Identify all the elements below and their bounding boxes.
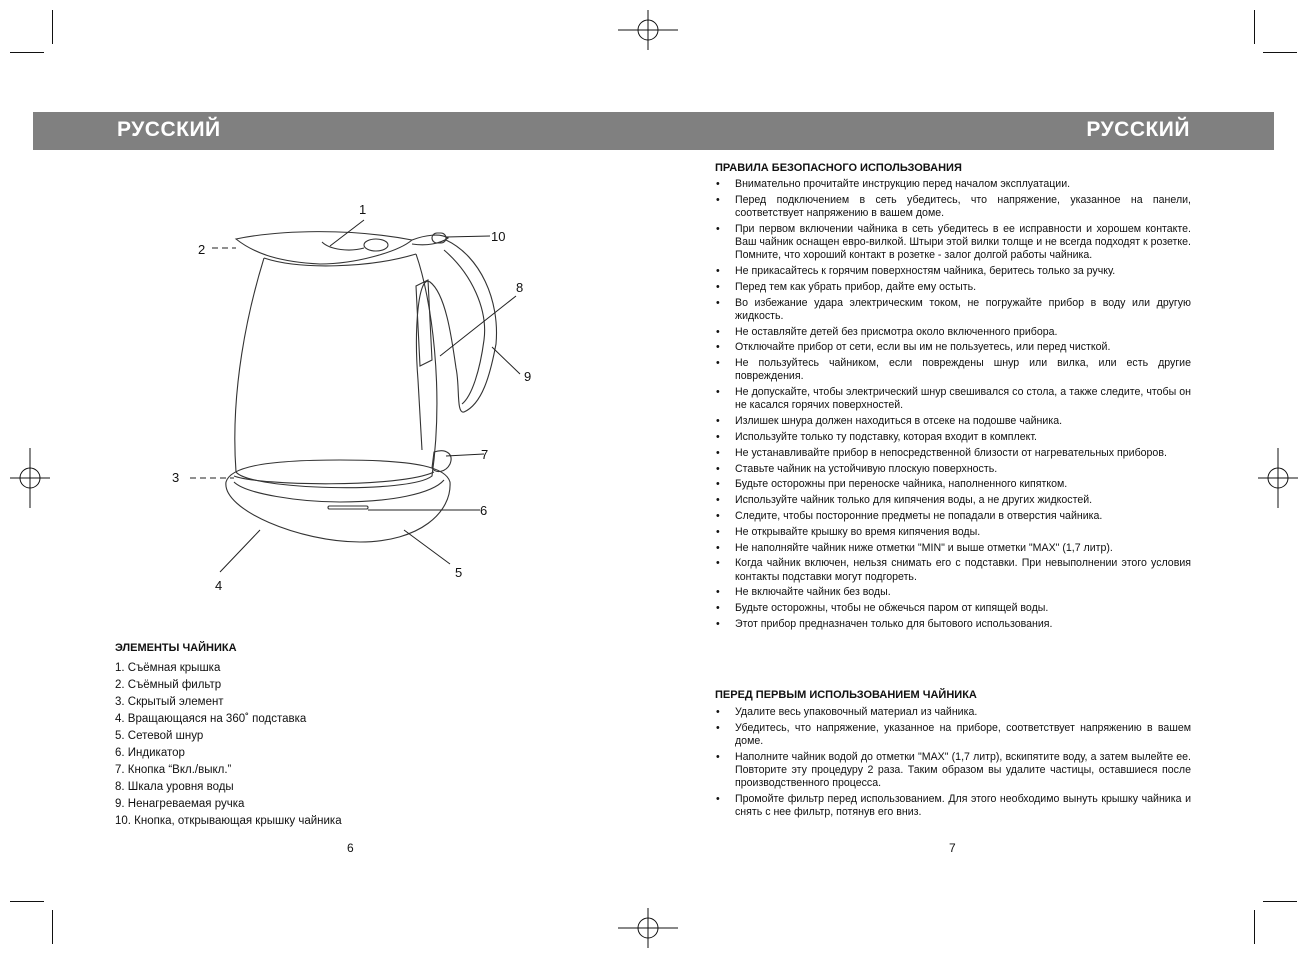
list-item <box>715 415 1191 428</box>
list-item <box>715 447 1191 460</box>
bullet: • <box>716 222 720 235</box>
crop-mark <box>1263 52 1297 53</box>
crop-mark <box>10 901 44 902</box>
first-use-title: ПЕРЕД ПЕРВЫМ ИСПОЛЬЗОВАНИЕМ ЧАЙНИКА <box>715 689 977 701</box>
list-item <box>715 542 1191 555</box>
list-item <box>715 478 1191 491</box>
list-item <box>715 326 1191 339</box>
list-item-text: Отключайте прибор от сети, если вы им не пользуетесь, или перед чисткой. <box>735 341 1111 354</box>
list-item-text: Будьте осторожны при переноске чайника, наполненного кипятком. <box>735 478 1068 491</box>
list-item <box>715 602 1191 615</box>
bullet: • <box>716 415 720 428</box>
list-item-text: Не пользуйтесь чайником, если повреждены шнур или вилка, или есть другие повреждения. <box>735 357 1191 383</box>
registration-mark-right <box>1258 448 1298 508</box>
list-item-text: Когда чайник включен, нельзя снимать его с подставки. При невыполнении этого условия контакты подставки могут подгореть. <box>735 557 1191 583</box>
list-item-text: Не открывайте крышку во время кипячения воды. <box>735 525 981 538</box>
callout-2: 2 <box>198 242 206 257</box>
kettle-elements-section <box>115 642 445 830</box>
registration-mark-left <box>10 448 50 508</box>
list-item-text: Будьте осторожны, чтобы не обжечься паром от кипящей воды. <box>735 602 1049 615</box>
list-item-text: Не устанавливайте прибор в непосредственной близости от нагревательных приборов. <box>735 446 1167 459</box>
bullet: • <box>716 617 720 630</box>
list-item <box>715 557 1191 583</box>
kettle-body <box>235 254 437 488</box>
bullet: • <box>716 509 720 522</box>
list-item <box>715 722 1191 748</box>
list-item-text: Ставьте чайник на устойчивую плоскую поверхность. <box>735 462 998 475</box>
registration-mark-bottom <box>618 908 678 948</box>
bullet: • <box>716 462 720 475</box>
list-item <box>715 751 1191 791</box>
list-item: 6. Индикатор <box>115 747 185 759</box>
list-item <box>715 463 1191 476</box>
list-item-text: Не прикасайтесь к горячим поверхностям чайника, беритесь только за ручку. <box>735 265 1116 277</box>
kettle-diagram <box>150 190 570 610</box>
list-item <box>715 178 1191 191</box>
list-item-text: Используйте только ту подставку, которая входит в комплект. <box>735 430 1037 443</box>
bullet: • <box>716 280 720 293</box>
list-item-text: Удалите весь упаковочный материал из чайника. <box>735 706 978 718</box>
bullet: • <box>716 750 720 763</box>
bullet: • <box>716 586 720 599</box>
first-use-list <box>715 706 1191 822</box>
list-item-text: При первом включении чайника в сеть убедитесь в ее исправности и хорошем контакте. Ваш чайник оснащен евро-вилкой. Штыри этой вилки толще и не всегда подходят к розетке. Помните, что хороший контакт в розетке - залог долгой работы чайника. <box>735 222 1191 262</box>
list-item-text: Перед подключением в сеть убедитесь, что напряжение, указанное на панели, соответствует напряжению в вашем доме. <box>735 193 1191 219</box>
bullet: • <box>716 721 720 734</box>
callout-6: 6 <box>480 503 488 518</box>
bullet: • <box>716 706 720 718</box>
list-item <box>715 281 1191 294</box>
crop-mark <box>52 10 53 44</box>
list-item: 4. Вращающаяся на 360˚ подставка <box>115 713 307 725</box>
registration-mark-top <box>618 10 678 50</box>
bullet: • <box>716 341 720 354</box>
list-item <box>715 194 1191 220</box>
crop-mark <box>1263 901 1297 902</box>
list-item-text: Не оставляйте детей без присмотра около включенного прибора. <box>735 325 1058 338</box>
crop-mark <box>52 910 53 944</box>
bullet: • <box>716 178 720 190</box>
list-item <box>715 223 1191 263</box>
list-item: 8. Шкала уровня воды <box>115 781 234 793</box>
list-item <box>715 494 1191 507</box>
list-item-text: Не допускайте, чтобы электрический шнур свешивался со стола, а также следите, чтобы он не касался горячих поверхностей. <box>735 386 1191 412</box>
language-label-right: РУССКИЙ <box>1086 118 1190 141</box>
list-item <box>715 526 1191 539</box>
list-item-text: Следите, чтобы посторонние предметы не попадали в отверстия чайника. <box>735 509 1103 522</box>
lid-button <box>432 233 446 243</box>
list-item-text: Перед тем как убрать прибор, дайте ему остыть. <box>735 280 977 293</box>
callout-10: 10 <box>491 229 506 244</box>
bullet: • <box>716 446 720 459</box>
bullet: • <box>716 386 720 399</box>
list-item-text: Промойте фильтр перед использованием. Для этого необходимо вынуть крышку чайника и снять с нее фильтр, потянув его вниз. <box>735 793 1191 819</box>
bullet: • <box>716 325 720 338</box>
elements-title: ЭЛЕМЕНТЫ ЧАЙНИКА <box>115 642 237 654</box>
list-item <box>715 265 1191 278</box>
list-item <box>715 297 1191 323</box>
list-item <box>715 341 1191 354</box>
list-item: 7. Кнопка “Вкл./выкл.” <box>115 764 232 776</box>
list-item <box>715 618 1191 631</box>
base-stand <box>226 460 450 542</box>
list-item <box>715 793 1191 819</box>
list-item-text: Не наполняйте чайник ниже отметки "MIN" и выше отметки "MAX" (1,7 литр). <box>735 541 1113 554</box>
safety-title: ПРАВИЛА БЕЗОПАСНОГО ИСПОЛЬЗОВАНИЯ <box>715 162 962 174</box>
bullet: • <box>716 793 720 805</box>
list-item: 1. Съёмная крышка <box>115 662 221 674</box>
diagram-callouts <box>172 202 531 593</box>
list-item <box>715 586 1191 599</box>
bullet: • <box>716 430 720 443</box>
list-item <box>715 386 1191 412</box>
callout-1: 1 <box>359 202 367 217</box>
page-number-left: 6 <box>347 841 354 855</box>
bullet: • <box>716 494 720 507</box>
bullet: • <box>716 602 720 615</box>
list-item: 5. Сетевой шнур <box>115 730 204 742</box>
callout-5: 5 <box>455 565 463 580</box>
list-item: 9. Ненагреваемая ручка <box>115 798 245 810</box>
list-item-text: Используйте чайник только для кипячения воды, а не других жидкостей. <box>735 494 1093 507</box>
list-item: 3. Скрытый элемент <box>115 696 224 708</box>
bullet: • <box>716 541 720 554</box>
indicator <box>328 506 368 509</box>
bullet: • <box>716 193 720 206</box>
handle <box>417 240 497 450</box>
callout-9: 9 <box>524 369 532 384</box>
safety-rules-list <box>715 178 1191 634</box>
list-item-text: Этот прибор предназначен только для бытового использования. <box>735 617 1053 630</box>
list-item <box>715 431 1191 444</box>
list-item-text: Не включайте чайник без воды. <box>735 586 891 599</box>
list-item: 2. Съёмный фильтр <box>115 679 222 691</box>
elements-list <box>115 660 445 830</box>
crop-mark <box>1254 910 1255 944</box>
list-item-text: Убедитесь, что напряжение, указанное на приборе, соответствует напряжению в вашем доме. <box>735 721 1191 747</box>
crop-mark <box>1254 10 1255 44</box>
list-item <box>715 510 1191 523</box>
list-item-text: Во избежание удара электрическим током, не погружайте прибор в воду или другую жидкость. <box>735 296 1191 322</box>
lid <box>236 232 412 264</box>
water-level-gauge <box>416 280 432 366</box>
bullet: • <box>716 265 720 277</box>
list-item <box>715 706 1191 719</box>
page-number-right: 7 <box>949 841 956 855</box>
crop-mark <box>10 52 44 53</box>
language-header-bar <box>33 112 1274 150</box>
callout-7: 7 <box>481 447 489 462</box>
callout-8: 8 <box>516 280 524 295</box>
bullet: • <box>716 557 720 570</box>
bullet: • <box>716 296 720 309</box>
list-item: 10. Кнопка, открывающая крышку чайника <box>115 815 342 827</box>
callout-4: 4 <box>215 578 223 593</box>
list-item <box>715 357 1191 383</box>
bullet: • <box>716 357 720 370</box>
list-item-text: Внимательно прочитайте инструкцию перед началом эксплуатации. <box>735 178 1071 190</box>
list-item-text: Наполните чайник водой до отметки "MAX" (1,7 литр), вскипятите воду, а затем вылейте ее. Повторите эту процедуру 2 раза. Таким образом вы удалите частицы, оставшиеся после производственного процесса. <box>735 750 1191 790</box>
bullet: • <box>716 478 720 491</box>
bullet: • <box>716 525 720 538</box>
callout-3: 3 <box>172 470 180 485</box>
language-label-left: РУССКИЙ <box>117 118 221 141</box>
list-item-text: Излишек шнура должен находиться в отсеке на подошве чайника. <box>735 415 1063 428</box>
